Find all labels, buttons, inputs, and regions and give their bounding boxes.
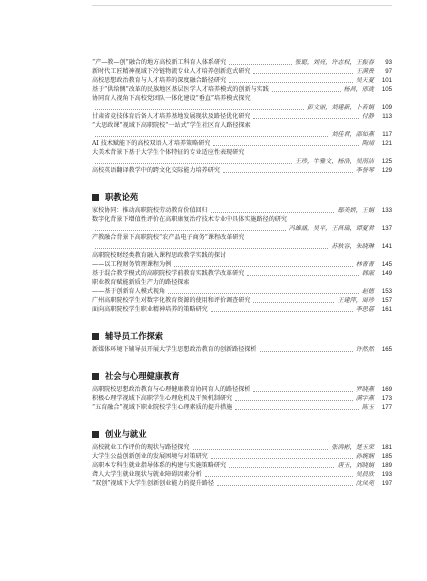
entry-page-number: 141 (381, 243, 392, 250)
entry-page-number: 177 (381, 404, 392, 411)
entry-title: 基于混合教学模式的高职院校学前教育实践教学改革研究 (92, 270, 245, 277)
entry-authors: 鄢美娇，王娟 (337, 207, 374, 214)
toc-entry[interactable] (92, 251, 392, 260)
section-heading (92, 328, 392, 344)
entry-title: 数字化背景下增值性评价在高职康复治疗技术专业中具体实施路径的研究 (92, 216, 287, 223)
entry-page-number: 165 (381, 346, 392, 353)
leader-dots (211, 311, 353, 312)
entry-authors: 吴天夏 (355, 77, 374, 84)
leader-dots (229, 64, 292, 65)
entry-page-number: 133 (381, 207, 392, 214)
toc-entry[interactable] (92, 157, 392, 166)
entry-authors: 张鸿彬，楚玉荣 (331, 444, 374, 451)
entry-authors: 罗晓燕 (355, 386, 374, 393)
entry-page-number: 109 (381, 104, 392, 111)
entry-title: 聋人大学生就业现状与就业障碍因素分析 (92, 471, 202, 478)
toc-entry[interactable] (92, 242, 392, 251)
entry-title: “大思政课”视域下高职院校“一站式”学生社区育人路径探索 (92, 122, 251, 129)
leader-dots (95, 136, 328, 137)
entry-page-number: 169 (381, 386, 392, 393)
entry-page-number: 185 (381, 453, 392, 460)
section-marker-icon (92, 373, 99, 380)
toc-entry[interactable] (92, 215, 392, 224)
entry-page-number: 121 (381, 140, 392, 147)
entry-title: 新时代工匠精神视域下冷链物流专业人才培养创新范式研究 (92, 68, 251, 75)
entry-authors: 杨昌，邢珑 (343, 86, 374, 93)
entry-page-number: 113 (382, 113, 392, 120)
entry-title: 高校就业工作评价的现状与路径探究 (92, 444, 190, 451)
entry-authors: 刘佳君，邵如燕 (331, 131, 374, 138)
entry-title: 基于“供给侧”改革的民族地区基层医学人才培养模式的创新与实践 (92, 86, 269, 93)
entry-page-number: 93 (385, 59, 392, 66)
section-heading (92, 426, 392, 442)
entry-page-number: 197 (381, 480, 392, 487)
toc-entry[interactable] (92, 305, 392, 314)
toc-entry[interactable] (92, 166, 392, 175)
toc-entry[interactable] (92, 470, 392, 479)
entry-title: 面向高职院校学生职业精神培养的策略研究 (92, 306, 208, 313)
entry-authors: 张聪，刘亮，许志权，王振春 (294, 59, 374, 66)
entry-authors: 吴晨欣 (355, 471, 374, 478)
entry-title: “五育融合”视域下职业院校学生心理素质的提升措施 (92, 404, 233, 411)
entry-title: “双创”视域下大学生创新创业能力的提升路径 (92, 480, 215, 487)
toc-entry[interactable] (92, 224, 392, 233)
toc-entry[interactable] (92, 345, 392, 354)
entry-authors: 王珍，牛雅文，杨浩，吴雨洁 (294, 158, 374, 165)
toc-entry[interactable] (92, 148, 392, 157)
entry-title: ——基于创新育人模式视角 (92, 288, 166, 295)
leader-dots (247, 275, 358, 276)
entry-page-number: 157 (381, 297, 392, 304)
leader-dots (223, 172, 353, 173)
entry-authors: 冯雄涵，吴平，王昌瑞，谭夏君 (288, 225, 374, 232)
leader-dots (95, 248, 328, 249)
entry-title: 高职院校思想政治教育与心理健康教育协同育人的路径探析 (92, 386, 251, 393)
toc-entry[interactable] (92, 385, 392, 394)
entry-authors: 李誉琴 (355, 167, 374, 174)
top-divider (92, 0, 392, 6)
entry-authors: 沈凤苑 (355, 480, 374, 487)
toc-entry[interactable] (92, 112, 392, 121)
toc-entry[interactable] (92, 206, 392, 215)
leader-dots (213, 145, 358, 146)
entry-page-number: 101 (381, 77, 392, 84)
entry-page-number: 173 (381, 395, 392, 402)
entry-page-number: 193 (381, 471, 392, 478)
leader-dots (211, 458, 353, 459)
leader-dots (253, 391, 352, 392)
leader-dots (174, 266, 353, 267)
entry-title: 大学生公益创新创业的发展困境与对策研究 (92, 453, 208, 460)
toc-entry[interactable] (92, 287, 392, 296)
entry-page-number: 189 (381, 462, 392, 469)
entry-authors: 满宇燕 (355, 395, 374, 402)
toc-entry[interactable] (92, 461, 392, 470)
entry-page-number: 181 (381, 444, 392, 451)
entry-authors: 王建萍，周珍 (337, 297, 374, 304)
entry-title: 高校英语翻译教学中的跨文化交际能力培养研究 (92, 167, 220, 174)
section-marker-icon (92, 333, 99, 340)
entry-page-number: 149 (381, 270, 392, 277)
entry-page-number: 129 (381, 167, 392, 174)
section-title: 社会与心理健康教育 (105, 371, 180, 381)
entry-authors: 韩淑 (361, 270, 374, 277)
leader-dots (253, 302, 334, 303)
toc-entry[interactable] (92, 67, 392, 76)
entry-page-number: 97 (385, 68, 392, 75)
leader-dots (272, 91, 341, 92)
leader-dots (205, 476, 353, 477)
leader-dots (229, 467, 334, 468)
entry-title: 新媒体环境下辅导员开展大学生思想政治教育的创新路径探析 (92, 346, 257, 353)
section-title: 职教论苑 (105, 192, 139, 202)
toc-entry[interactable] (92, 233, 392, 242)
section-title: 创业与就业 (105, 429, 147, 439)
entry-page-number: 153 (381, 288, 392, 295)
toc-body (92, 58, 392, 488)
leader-dots (211, 212, 335, 213)
toc-entry[interactable] (92, 121, 392, 130)
toc-entry[interactable] (92, 452, 392, 461)
entry-page-number: 125 (381, 158, 392, 165)
leader-dots (235, 400, 353, 401)
section-heading (92, 189, 392, 205)
leader-dots (193, 449, 329, 450)
entry-title: 职业教育赋能新质生产力的路径探索 (92, 279, 190, 286)
entry-title: 大美术背景下基于大学生个体特征的专业适应性表现研究 (92, 149, 245, 156)
toc-entry[interactable] (92, 85, 392, 94)
leader-dots (95, 109, 304, 110)
entry-page-number: 145 (381, 261, 392, 268)
toc-entry[interactable] (92, 103, 392, 112)
entry-title: 高职院校财经类教育融入课程思政教学实践的探讨 (92, 252, 227, 259)
toc-entry[interactable] (92, 278, 392, 287)
entry-page-number: 105 (381, 86, 392, 93)
toc-entry[interactable] (92, 76, 392, 85)
entry-authors: 陈玉 (361, 404, 374, 411)
entry-title: 甘肃省竞技体育后备人才培养基地发展现状及路径优化研究 (92, 113, 251, 120)
table-of-contents (92, 0, 392, 488)
section-title: 辅导员工作探索 (105, 331, 164, 341)
toc-entry[interactable] (92, 296, 392, 305)
entry-title: 家校协同：推动高职院校劳动教育价值回归 (92, 207, 208, 214)
toc-entry[interactable] (92, 260, 392, 269)
entry-title: 积极心理学视域下高职学生心理危机及干预机制研究 (92, 395, 233, 402)
entry-title: AI 技术赋能下的高校双语人才培养策略研究 (92, 140, 211, 147)
leader-dots (253, 73, 352, 74)
entry-authors: 唐玉，刘晓娟 (337, 462, 374, 469)
section-marker-icon (92, 194, 99, 201)
entry-page-number: 137 (381, 225, 392, 232)
toc-entry[interactable] (92, 94, 392, 103)
entry-page-number: 161 (381, 306, 392, 313)
entry-authors: 王满贵 (355, 68, 374, 75)
toc-entry[interactable] (92, 394, 392, 403)
leader-dots (95, 230, 286, 231)
leader-dots (95, 163, 292, 164)
leader-dots (217, 485, 353, 486)
entry-title: 产教融合背景下高职院校“农产品电子商务”课程改革研究 (92, 234, 245, 241)
toc-entry[interactable] (92, 130, 392, 139)
entry-title: 协同育人视角下高校党团队一体化建设“垂直”培养模式探究 (92, 95, 251, 102)
section-heading (92, 368, 392, 384)
toc-entry[interactable] (92, 443, 392, 452)
toc-entry[interactable] (92, 403, 392, 412)
leader-dots (229, 82, 353, 83)
entry-authors: 李思蓓 (355, 306, 374, 313)
entry-authors: 苏秋容，朱晓琳 (331, 243, 374, 250)
entry-authors: 陶靖 (361, 140, 374, 147)
leader-dots (235, 409, 359, 410)
entry-title: 高职本专科生就业指导体系的构建与实施策略研究 (92, 462, 227, 469)
entry-authors: 付静 (361, 113, 374, 120)
toc-entry[interactable] (92, 58, 392, 67)
leader-dots (253, 118, 358, 119)
section-marker-icon (92, 431, 99, 438)
entry-title: 高校思想政治教育与人才培养的深度融合路径研究 (92, 77, 227, 84)
toc-entry[interactable] (92, 269, 392, 278)
entry-title: ——以工程财务管理课程为例 (92, 261, 172, 268)
entry-authors: 赵德 (361, 288, 374, 295)
entry-title: 广州高职院校学生对数字化教育资源的使用和评价调查研究 (92, 297, 251, 304)
entry-page-number: 117 (382, 131, 392, 138)
entry-title: “产—教—创”融合的地方高校新工科育人体系研究 (92, 59, 227, 66)
entry-authors: 许然然 (355, 346, 374, 353)
entry-authors: 孙婉娴 (355, 453, 374, 460)
leader-dots (260, 351, 353, 352)
toc-entry[interactable] (92, 479, 392, 488)
entry-authors: 林菁菁 (355, 261, 374, 268)
toc-entry[interactable] (92, 139, 392, 148)
leader-dots (168, 293, 359, 294)
entry-authors: 彭文丽，刘建新，卜若娟 (306, 104, 374, 111)
